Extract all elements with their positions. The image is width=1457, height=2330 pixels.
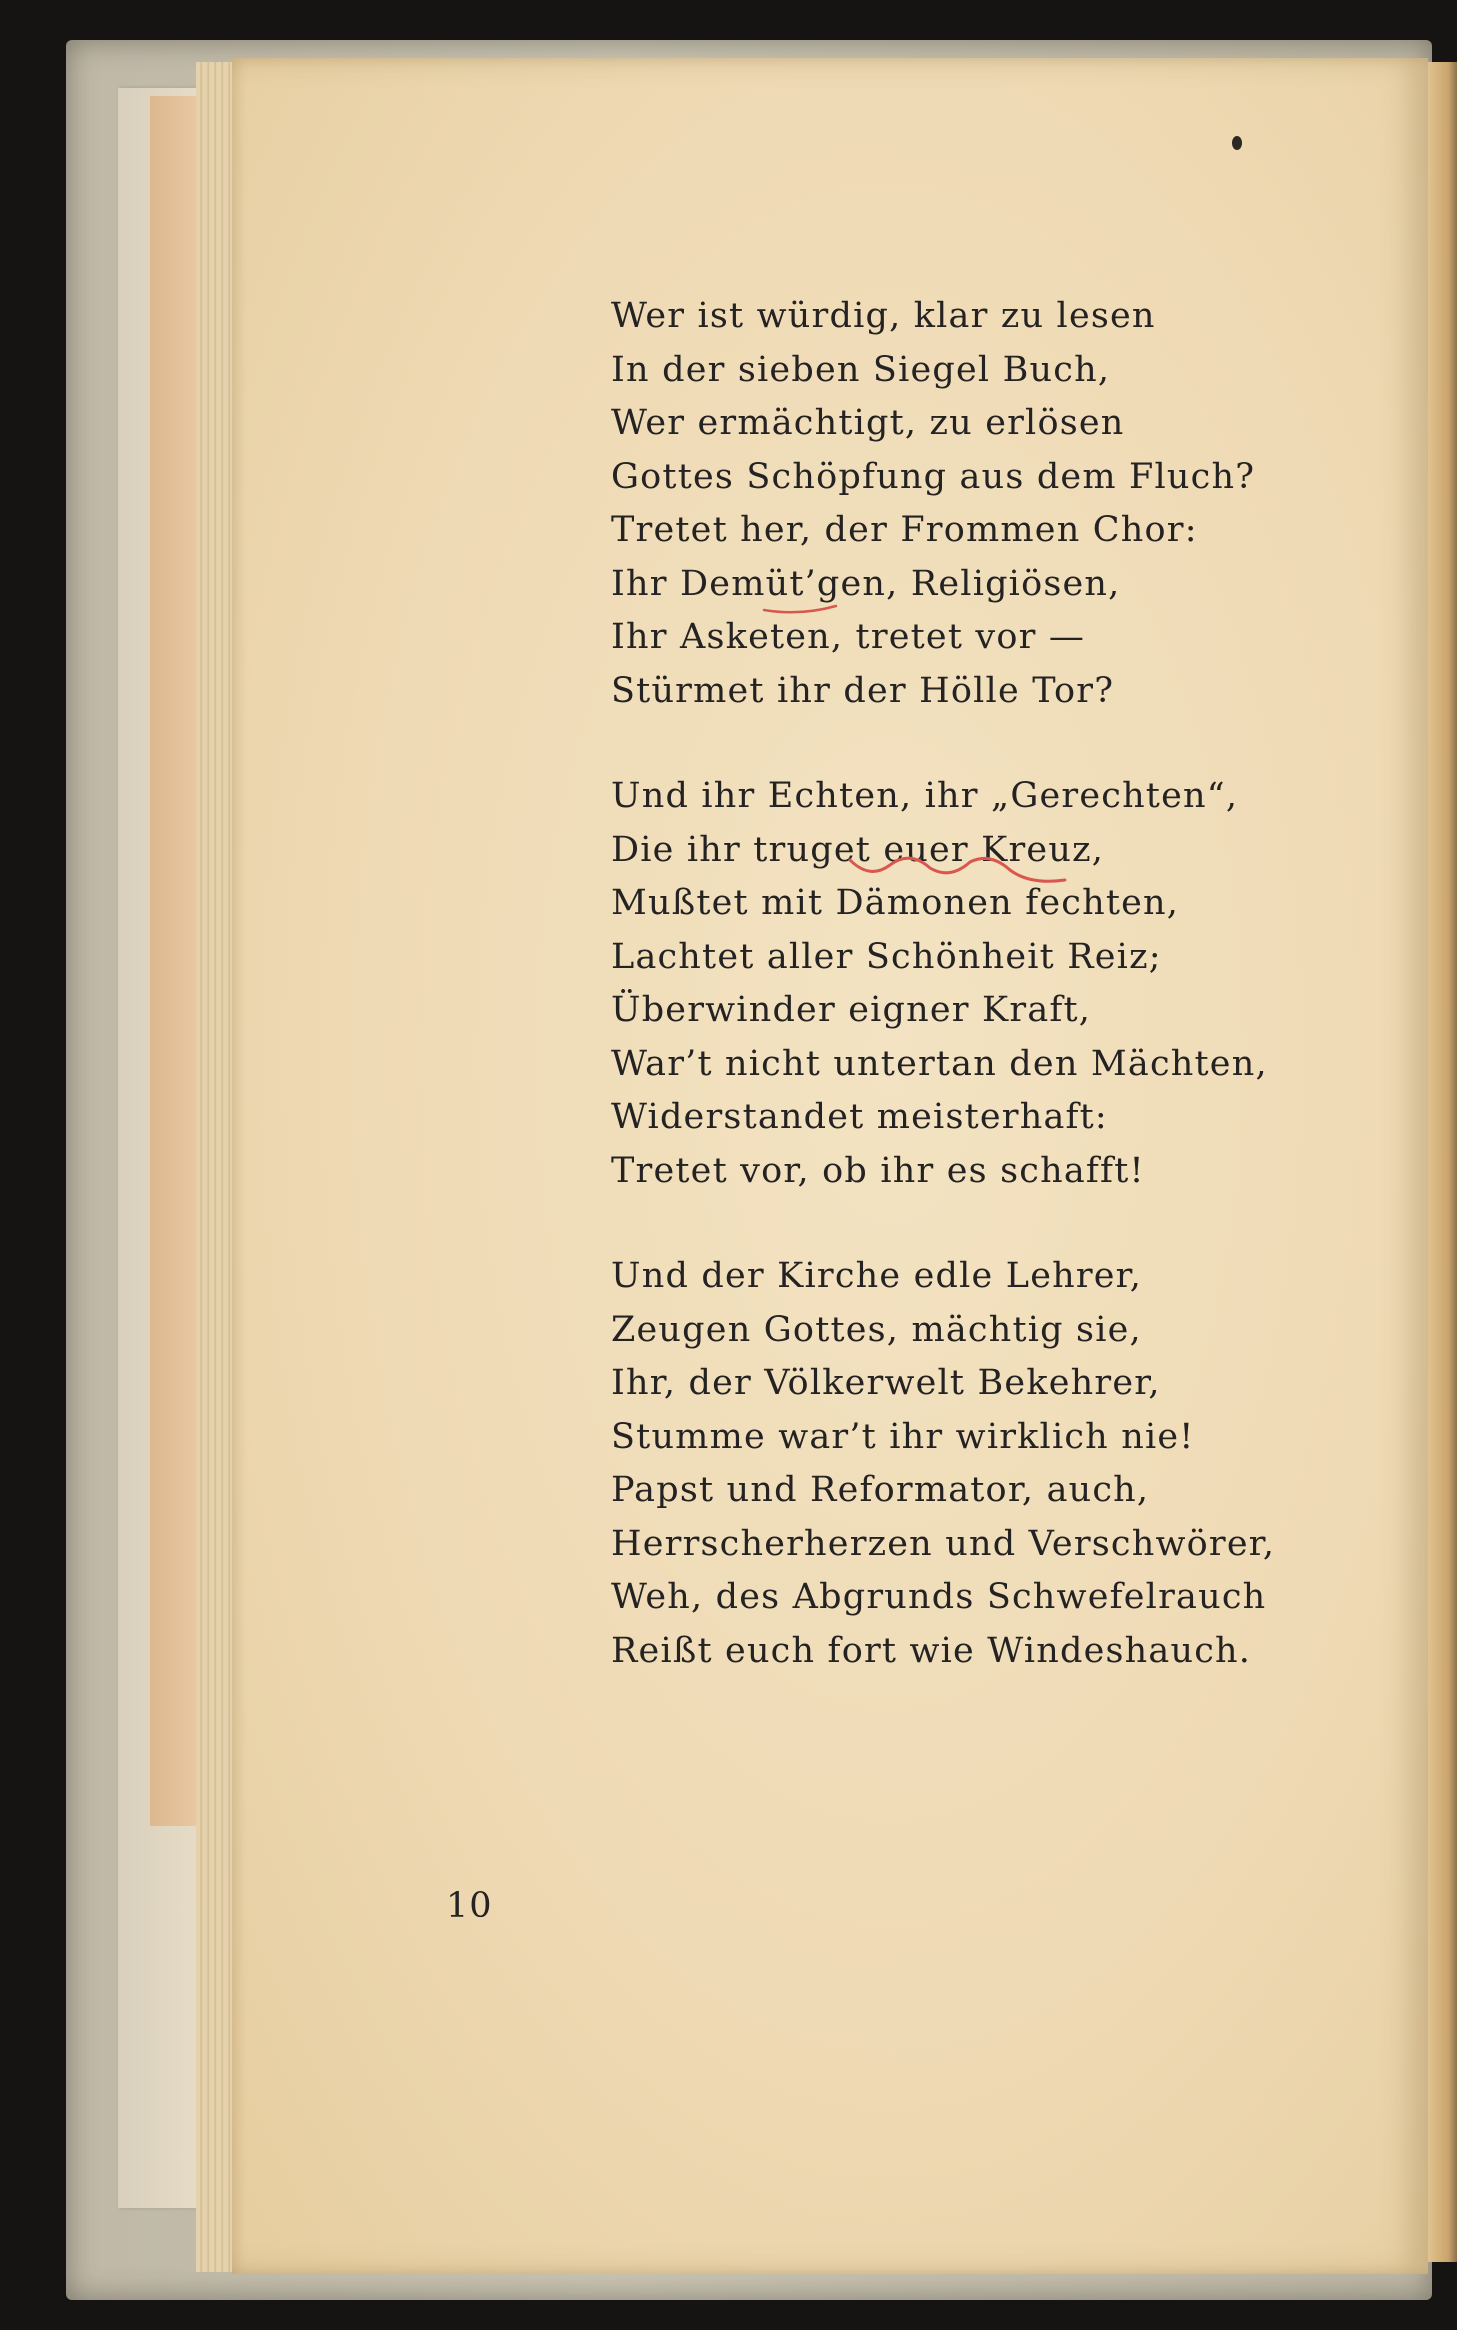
stanza-2 [611, 770, 1381, 1198]
cover-flap-inner [150, 96, 200, 1826]
poem-line: Überwinder eigner Kraft, [611, 990, 1092, 1030]
poem-line: Mußtet mit Dämonen fechten, [611, 883, 1180, 923]
poem-line: Stürmet ihr der Hölle Tor? [611, 670, 1115, 711]
poem-line: Reißt euch fort wie Windeshauch. [611, 1630, 1252, 1671]
poem-line: Ihr Asketen, tretet vor — [611, 617, 1086, 657]
poem-line: Wer ist würdig, klar zu lesen [611, 296, 1156, 336]
ink-speck [1232, 136, 1242, 150]
poem-line: War’t nicht untertan den Mächten, [611, 1043, 1268, 1084]
poem-line: Papst und Reformator, auch, [611, 1470, 1150, 1510]
poem-line: Widerstandet meisterhaft: [611, 1097, 1108, 1137]
poem-line: Lachtet aller Schönheit Reiz; [611, 936, 1162, 977]
poem-line: Und ihr Echten, ihr „Gerechten“, [611, 776, 1239, 816]
poem-line: Gottes Schöpfung aus dem Fluch? [611, 456, 1256, 497]
poem-line: Wer ermächtigt, zu erlösen [611, 403, 1125, 443]
stanza-3 [611, 1250, 1381, 1678]
page-number: 10 [446, 1886, 493, 1926]
poem-line: Ihr Demüt’gen, Religiösen, [611, 563, 1121, 604]
poem-line: Herrscherherzen und Verschwörer, [611, 1523, 1276, 1564]
page-right-edge [1428, 62, 1457, 2262]
poem-line: Die ihr truget euer Kreuz, [611, 829, 1105, 870]
poem-line: Ihr, der Völkerwelt Bekehrer, [611, 1363, 1161, 1403]
poem-line: Stumme war’t ihr wirklich nie! [611, 1416, 1195, 1457]
poem-line: Tretet her, der Frommen Chor: [611, 510, 1198, 550]
stanza-1 [611, 290, 1381, 718]
poem-line: Und der Kirche edle Lehrer, [611, 1256, 1143, 1296]
poem-line: Tretet vor, ob ihr es schafft! [611, 1150, 1145, 1191]
poem-line: Zeugen Gottes, mächtig sie, [611, 1309, 1142, 1350]
poem-line: In der sieben Siegel Buch, [611, 349, 1111, 390]
poem-line: Weh, des Abgrunds Schwefelrauch [611, 1577, 1267, 1617]
poem [611, 290, 1381, 1730]
